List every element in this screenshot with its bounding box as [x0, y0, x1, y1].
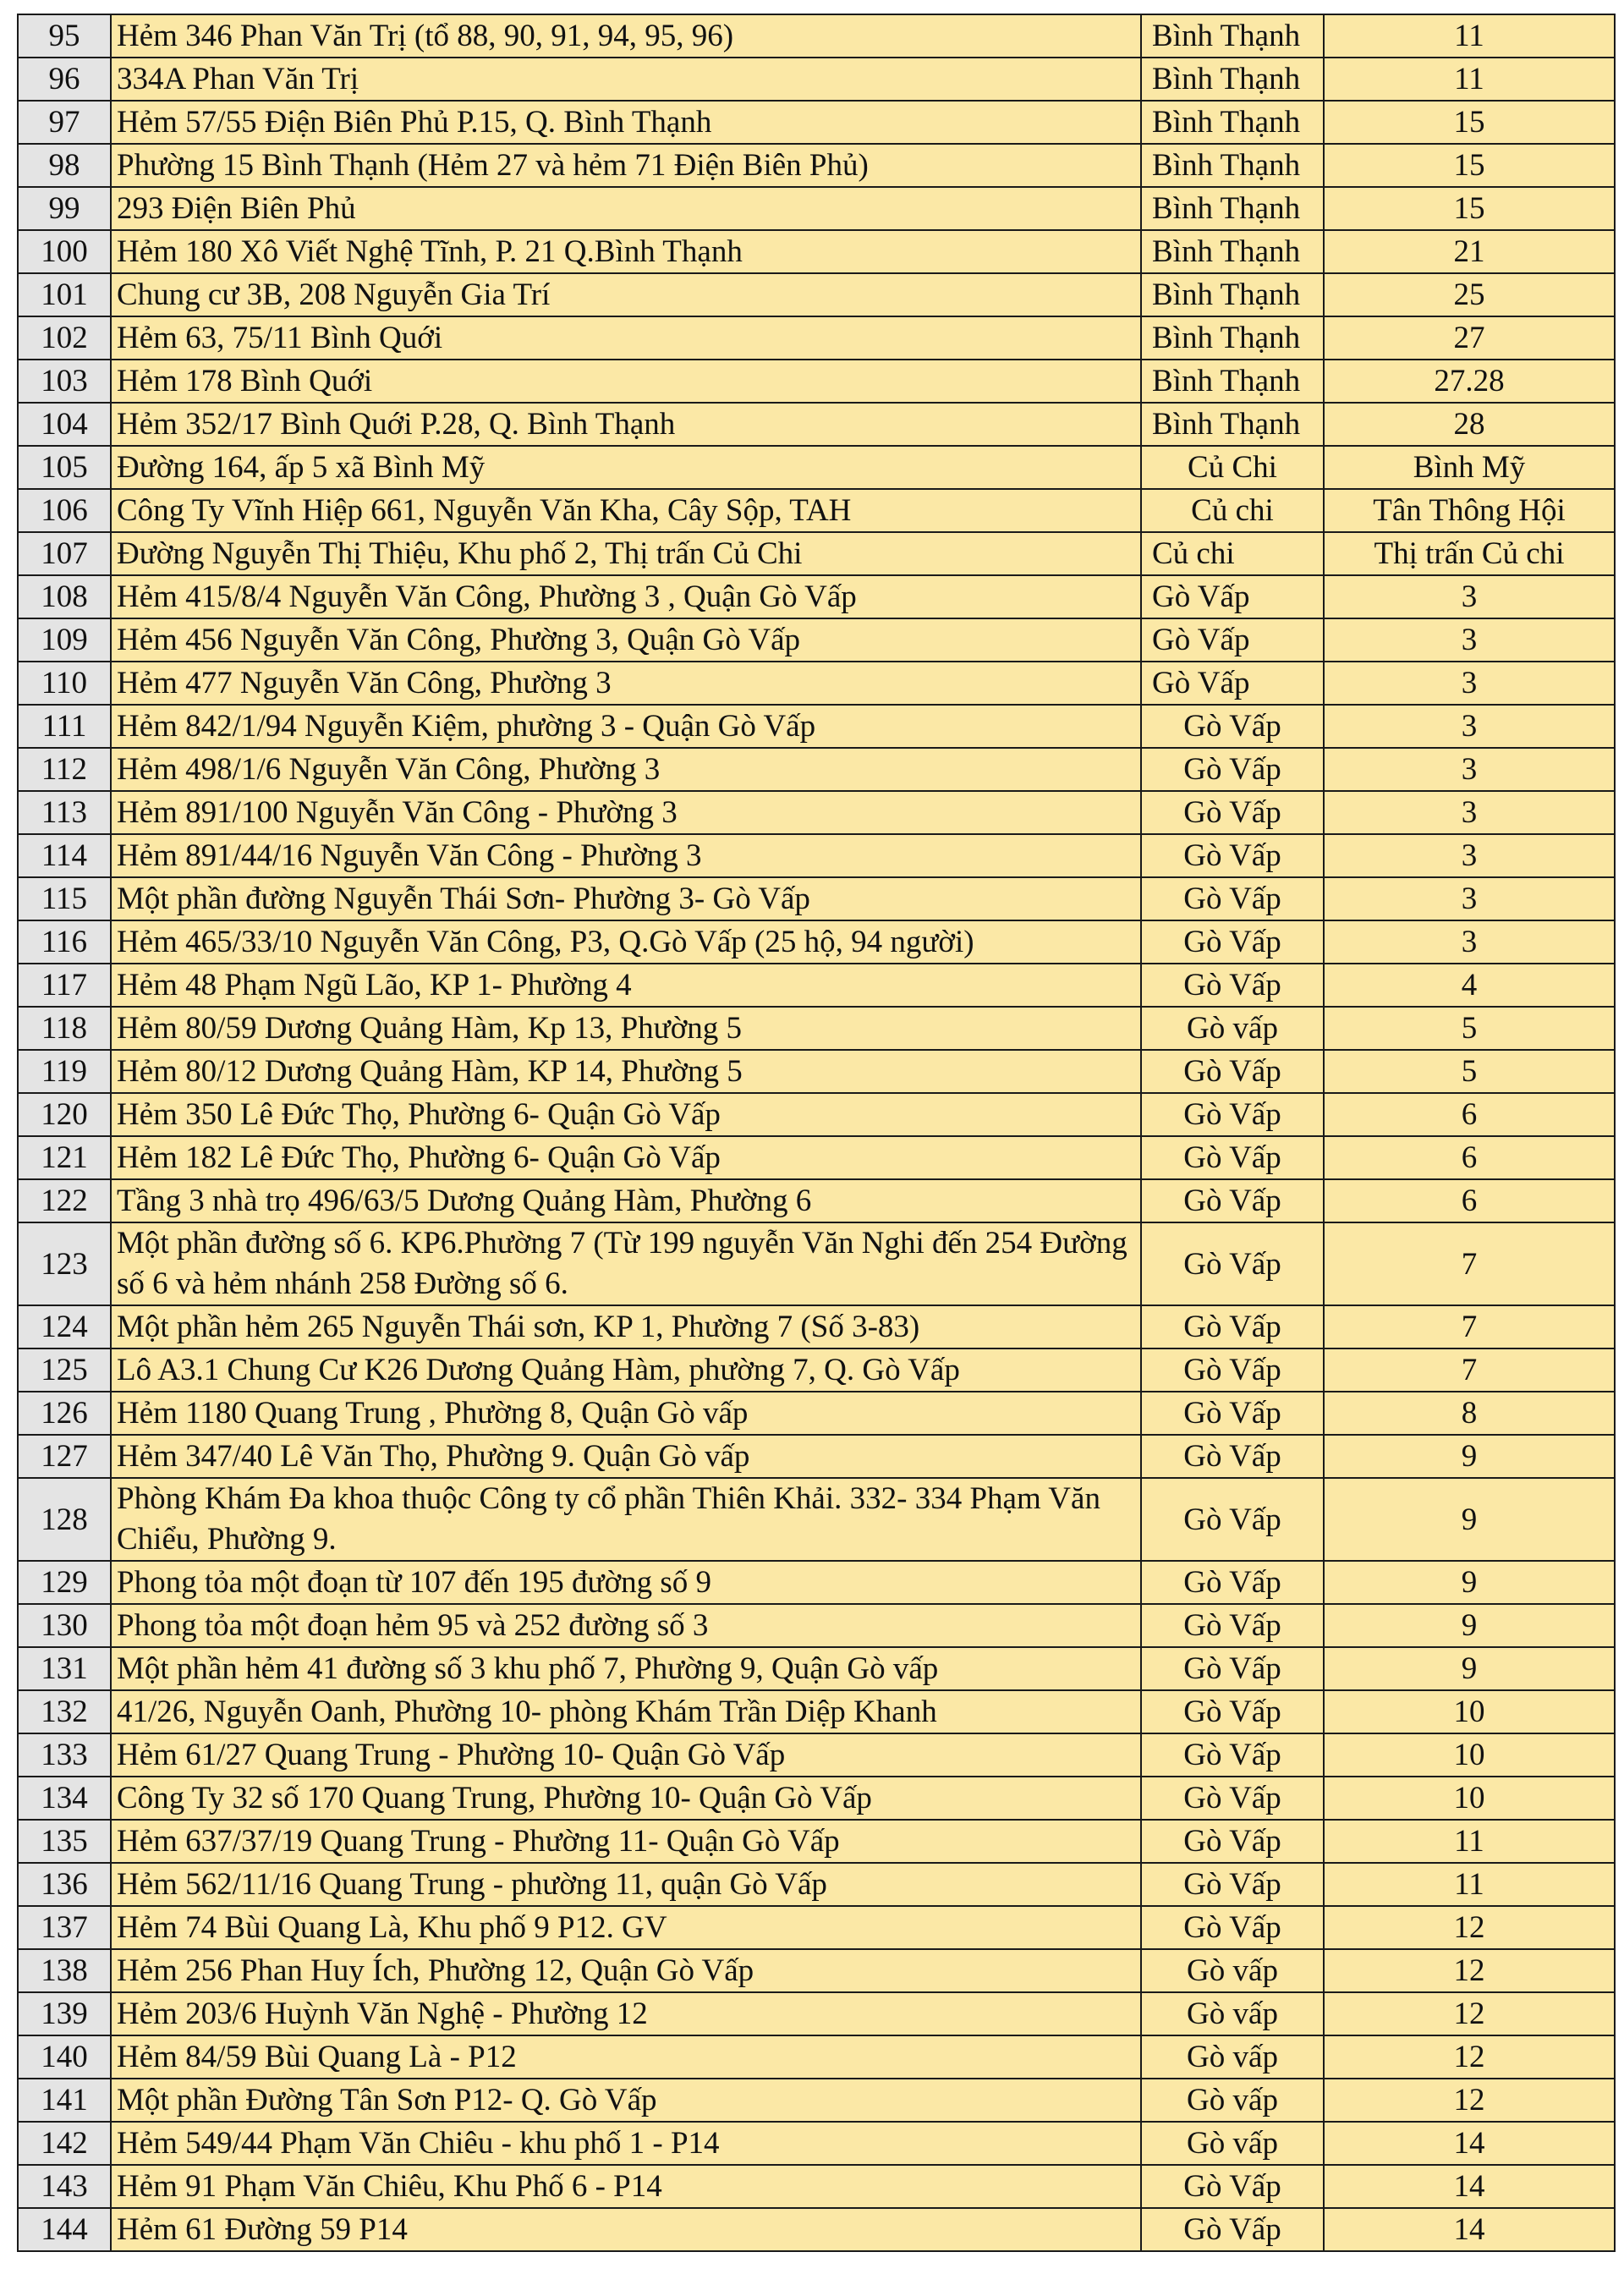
table-row — [18, 14, 1615, 58]
table-row — [18, 1050, 1615, 1093]
row-number: 123 — [18, 1222, 111, 1305]
ward-cell: 12 — [1324, 1992, 1615, 2035]
ward-cell: 3 — [1324, 748, 1615, 791]
row-number: 127 — [18, 1435, 111, 1478]
ward-cell: 21 — [1324, 230, 1615, 273]
table-row — [18, 1478, 1615, 1561]
ward-cell: 12 — [1324, 2079, 1615, 2122]
district-cell: Gò Vấp — [1141, 1647, 1324, 1690]
ward-cell: 6 — [1324, 1093, 1615, 1136]
row-number: 142 — [18, 2122, 111, 2165]
row-number: 140 — [18, 2035, 111, 2079]
address-cell: Chung cư 3B, 208 Nguyễn Gia Trí — [111, 273, 1141, 316]
district-cell: Gò Vấp — [1141, 1348, 1324, 1392]
address-cell: Hẻm 63, 75/11 Bình Quới — [111, 316, 1141, 360]
district-cell: Gò Vấp — [1141, 1222, 1324, 1305]
ward-cell: 12 — [1324, 1949, 1615, 1992]
district-cell: Gò Vấp — [1141, 791, 1324, 834]
district-cell: Gò Vấp — [1141, 964, 1324, 1007]
row-number: 117 — [18, 964, 111, 1007]
row-number: 139 — [18, 1992, 111, 2035]
address-cell: Hẻm 80/59 Dương Quảng Hàm, Kp 13, Phường 5 — [111, 1007, 1141, 1050]
ward-cell: 14 — [1324, 2165, 1615, 2208]
district-cell: Gò Vấp — [1141, 1093, 1324, 1136]
table-row — [18, 230, 1615, 273]
table-row — [18, 705, 1615, 748]
district-cell: Gò Vấp — [1141, 2165, 1324, 2208]
ward-cell: 11 — [1324, 58, 1615, 101]
ward-cell: 9 — [1324, 1478, 1615, 1561]
table-row — [18, 618, 1615, 662]
address-cell: Hẻm 350 Lê Đức Thọ, Phường 6- Quận Gò Vấp — [111, 1093, 1141, 1136]
district-cell: Củ chi — [1141, 532, 1324, 575]
table-row — [18, 1222, 1615, 1305]
district-cell: Gò vấp — [1141, 2079, 1324, 2122]
ward-cell: 15 — [1324, 187, 1615, 230]
address-cell: Hẻm 48 Phạm Ngũ Lão, KP 1- Phường 4 — [111, 964, 1141, 1007]
table-row — [18, 877, 1615, 920]
row-number: 114 — [18, 834, 111, 877]
row-number: 128 — [18, 1478, 111, 1561]
address-cell: Một phần hẻm 41 đường số 3 khu phố 7, Phường 9, Quận Gò vấp — [111, 1647, 1141, 1690]
table-row — [18, 316, 1615, 360]
row-number: 119 — [18, 1050, 111, 1093]
district-cell: Gò Vấp — [1141, 1777, 1324, 1820]
address-cell: Hẻm 637/37/19 Quang Trung - Phường 11- Quận Gò Vấp — [111, 1820, 1141, 1863]
row-number: 96 — [18, 58, 111, 101]
row-number: 105 — [18, 446, 111, 489]
table-row — [18, 748, 1615, 791]
ward-cell: Bình Mỹ — [1324, 446, 1615, 489]
row-number: 102 — [18, 316, 111, 360]
row-number: 108 — [18, 575, 111, 618]
row-number: 133 — [18, 1733, 111, 1777]
table-row — [18, 2035, 1615, 2079]
row-number: 97 — [18, 101, 111, 144]
ward-cell: 11 — [1324, 14, 1615, 58]
address-cell: Hẻm 347/40 Lê Văn Thọ, Phường 9. Quận Gò vấp — [111, 1435, 1141, 1478]
table-row — [18, 1604, 1615, 1647]
ward-cell: 12 — [1324, 2035, 1615, 2079]
address-cell: Hẻm 91 Phạm Văn Chiêu, Khu Phố 6 - P14 — [111, 2165, 1141, 2208]
district-cell: Gò Vấp — [1141, 618, 1324, 662]
table-row — [18, 101, 1615, 144]
row-number: 98 — [18, 144, 111, 187]
table-row — [18, 1348, 1615, 1392]
district-cell: Bình Thạnh — [1141, 316, 1324, 360]
table-row — [18, 575, 1615, 618]
district-cell: Gò Vấp — [1141, 662, 1324, 705]
ward-cell: 3 — [1324, 575, 1615, 618]
district-cell: Bình Thạnh — [1141, 101, 1324, 144]
table-row — [18, 1392, 1615, 1435]
ward-cell: 3 — [1324, 791, 1615, 834]
ward-cell: 3 — [1324, 877, 1615, 920]
ward-cell: Tân Thông Hội — [1324, 489, 1615, 532]
district-cell: Gò Vấp — [1141, 748, 1324, 791]
row-number: 109 — [18, 618, 111, 662]
row-number: 110 — [18, 662, 111, 705]
district-cell: Gò Vấp — [1141, 1392, 1324, 1435]
district-cell: Gò Vấp — [1141, 877, 1324, 920]
address-cell: Công Ty Vĩnh Hiệp 661, Nguyễn Văn Kha, Cây Sộp, TAH — [111, 489, 1141, 532]
row-number: 138 — [18, 1949, 111, 1992]
district-cell: Gò Vấp — [1141, 1820, 1324, 1863]
row-number: 129 — [18, 1561, 111, 1604]
address-cell: Hẻm 178 Bình Quới — [111, 360, 1141, 403]
ward-cell: 15 — [1324, 144, 1615, 187]
row-number: 120 — [18, 1093, 111, 1136]
address-cell: Tầng 3 nhà trọ 496/63/5 Dương Quảng Hàm, Phường 6 — [111, 1179, 1141, 1222]
ward-cell: 27 — [1324, 316, 1615, 360]
district-cell: Gò vấp — [1141, 1007, 1324, 1050]
row-number: 107 — [18, 532, 111, 575]
district-cell: Gò Vấp — [1141, 1733, 1324, 1777]
ward-cell: 8 — [1324, 1392, 1615, 1435]
address-cell: Hẻm 352/17 Bình Quới P.28, Q. Bình Thạnh — [111, 403, 1141, 446]
row-number: 130 — [18, 1604, 111, 1647]
ward-cell: 9 — [1324, 1604, 1615, 1647]
table-row — [18, 2079, 1615, 2122]
district-cell: Bình Thạnh — [1141, 230, 1324, 273]
row-number: 106 — [18, 489, 111, 532]
ward-cell: 5 — [1324, 1007, 1615, 1050]
row-number: 132 — [18, 1690, 111, 1733]
ward-cell: 5 — [1324, 1050, 1615, 1093]
district-cell: Gò Vấp — [1141, 1305, 1324, 1348]
ward-cell: 9 — [1324, 1561, 1615, 1604]
address-cell: Hẻm 61/27 Quang Trung - Phường 10- Quận Gò Vấp — [111, 1733, 1141, 1777]
table-row — [18, 1435, 1615, 1478]
table-row — [18, 2122, 1615, 2165]
district-cell: Củ chi — [1141, 489, 1324, 532]
district-cell: Gò Vấp — [1141, 1863, 1324, 1906]
table-row — [18, 1136, 1615, 1179]
district-cell: Gò Vấp — [1141, 1179, 1324, 1222]
row-number: 111 — [18, 705, 111, 748]
address-cell: Hẻm 456 Nguyễn Văn Công, Phường 3, Quận Gò Vấp — [111, 618, 1141, 662]
district-cell: Gò vấp — [1141, 1992, 1324, 2035]
address-cell: Một phần hẻm 265 Nguyễn Thái sơn, KP 1, Phường 7 (Số 3-83) — [111, 1305, 1141, 1348]
address-cell: Phong tỏa một đoạn từ 107 đến 195 đường số 9 — [111, 1561, 1141, 1604]
row-number: 100 — [18, 230, 111, 273]
table-row — [18, 1647, 1615, 1690]
address-cell: Công Ty 32 số 170 Quang Trung, Phường 10- Quận Gò Vấp — [111, 1777, 1141, 1820]
table-row — [18, 144, 1615, 187]
district-cell: Bình Thạnh — [1141, 14, 1324, 58]
address-cell: Một phần Đường Tân Sơn P12- Q. Gò Vấp — [111, 2079, 1141, 2122]
address-cell: Hẻm 842/1/94 Nguyễn Kiệm, phường 3 - Quận Gò Vấp — [111, 705, 1141, 748]
district-cell: Bình Thạnh — [1141, 360, 1324, 403]
address-cell: Phòng Khám Đa khoa thuộc Công ty cổ phần Thiên Khải. 332- 334 Phạm Văn Chiểu, Phường 9. — [111, 1478, 1141, 1561]
address-cell: Hẻm 415/8/4 Nguyễn Văn Công, Phường 3 , Quận Gò Vấp — [111, 575, 1141, 618]
row-number: 104 — [18, 403, 111, 446]
district-cell: Bình Thạnh — [1141, 58, 1324, 101]
address-cell: Hẻm 84/59 Bùi Quang Là - P12 — [111, 2035, 1141, 2079]
address-cell: Hẻm 1180 Quang Trung , Phường 8, Quận Gò vấp — [111, 1392, 1141, 1435]
row-number: 135 — [18, 1820, 111, 1863]
row-number: 118 — [18, 1007, 111, 1050]
district-cell: Gò Vấp — [1141, 575, 1324, 618]
row-number: 113 — [18, 791, 111, 834]
ward-cell: 3 — [1324, 705, 1615, 748]
table-row — [18, 1561, 1615, 1604]
ward-cell: 10 — [1324, 1733, 1615, 1777]
row-number: 137 — [18, 1906, 111, 1949]
table-row — [18, 1179, 1615, 1222]
address-cell: Một phần đường số 6. KP6.Phường 7 (Từ 199 nguyễn Văn Nghi đến 254 Đường số 6 và hẻm nhánh 258 Đường số 6. — [111, 1222, 1141, 1305]
address-cell: Hẻm 549/44 Phạm Văn Chiêu - khu phố 1 - P14 — [111, 2122, 1141, 2165]
address-cell: Hẻm 891/44/16 Nguyễn Văn Công - Phường 3 — [111, 834, 1141, 877]
row-number: 116 — [18, 920, 111, 964]
ward-cell: 3 — [1324, 618, 1615, 662]
table-row — [18, 532, 1615, 575]
address-cell: 334A Phan Văn Trị — [111, 58, 1141, 101]
ward-cell: 15 — [1324, 101, 1615, 144]
address-cell: Phường 15 Bình Thạnh (Hẻm 27 và hẻm 71 Điện Biên Phủ) — [111, 144, 1141, 187]
table-row — [18, 273, 1615, 316]
district-cell: Gò vấp — [1141, 1949, 1324, 1992]
table-row — [18, 1820, 1615, 1863]
row-number: 143 — [18, 2165, 111, 2208]
ward-cell: 6 — [1324, 1179, 1615, 1222]
ward-cell: 11 — [1324, 1820, 1615, 1863]
address-cell: Đường Nguyễn Thị Thiệu, Khu phố 2, Thị trấn Củ Chi — [111, 532, 1141, 575]
address-cell: Hẻm 61 Đường 59 P14 — [111, 2208, 1141, 2251]
address-cell: Phong tỏa một đoạn hẻm 95 và 252 đường số 3 — [111, 1604, 1141, 1647]
table-row — [18, 403, 1615, 446]
address-cell: Hẻm 465/33/10 Nguyễn Văn Công, P3, Q.Gò Vấp (25 hộ, 94 người) — [111, 920, 1141, 964]
table-row — [18, 1949, 1615, 1992]
address-cell: Hẻm 180 Xô Viết Nghệ Tĩnh, P. 21 Q.Bình Thạnh — [111, 230, 1141, 273]
address-cell: Hẻm 498/1/6 Nguyễn Văn Công, Phường 3 — [111, 748, 1141, 791]
address-cell: Hẻm 346 Phan Văn Trị (tổ 88, 90, 91, 94, 95, 96) — [111, 14, 1141, 58]
table-row — [18, 1733, 1615, 1777]
ward-cell: 28 — [1324, 403, 1615, 446]
table-row — [18, 1992, 1615, 2035]
table-row — [18, 187, 1615, 230]
row-number: 124 — [18, 1305, 111, 1348]
address-cell: Hẻm 891/100 Nguyễn Văn Công - Phường 3 — [111, 791, 1141, 834]
address-cell: Một phần đường Nguyễn Thái Sơn- Phường 3- Gò Vấp — [111, 877, 1141, 920]
ward-cell: Thị trấn Củ chi — [1324, 532, 1615, 575]
address-cell: Hẻm 74 Bùi Quang Là, Khu phố 9 P12. GV — [111, 1906, 1141, 1949]
district-cell: Bình Thạnh — [1141, 187, 1324, 230]
ward-cell: 7 — [1324, 1222, 1615, 1305]
district-cell: Gò vấp — [1141, 2122, 1324, 2165]
district-cell: Gò Vấp — [1141, 1906, 1324, 1949]
row-number: 144 — [18, 2208, 111, 2251]
district-cell: Bình Thạnh — [1141, 273, 1324, 316]
table-row — [18, 662, 1615, 705]
table-body — [18, 14, 1615, 2251]
ward-cell: 3 — [1324, 662, 1615, 705]
row-number: 122 — [18, 1179, 111, 1222]
address-cell: Hẻm 203/6 Huỳnh Văn Nghệ - Phường 12 — [111, 1992, 1141, 2035]
ward-cell: 10 — [1324, 1777, 1615, 1820]
address-cell: 41/26, Nguyễn Oanh, Phường 10- phòng Khám Trần Diệp Khanh — [111, 1690, 1141, 1733]
table-row — [18, 1305, 1615, 1348]
table-row — [18, 446, 1615, 489]
table-row — [18, 791, 1615, 834]
district-cell: Bình Thạnh — [1141, 403, 1324, 446]
district-cell: Gò Vấp — [1141, 1478, 1324, 1561]
address-cell: Hẻm 256 Phan Huy Ích, Phường 12, Quận Gò Vấp — [111, 1949, 1141, 1992]
row-number: 136 — [18, 1863, 111, 1906]
district-cell: Gò Vấp — [1141, 1050, 1324, 1093]
address-cell: Hẻm 182 Lê Đức Thọ, Phường 6- Quận Gò Vấp — [111, 1136, 1141, 1179]
ward-cell: 3 — [1324, 920, 1615, 964]
table-row — [18, 1093, 1615, 1136]
table-row — [18, 1007, 1615, 1050]
address-cell: 293 Điện Biên Phủ — [111, 187, 1141, 230]
row-number: 134 — [18, 1777, 111, 1820]
row-number: 103 — [18, 360, 111, 403]
table-row — [18, 1777, 1615, 1820]
table-row — [18, 964, 1615, 1007]
address-cell: Đường 164, ấp 5 xã Bình Mỹ — [111, 446, 1141, 489]
district-cell: Gò Vấp — [1141, 920, 1324, 964]
district-cell: Gò Vấp — [1141, 705, 1324, 748]
ward-cell: 7 — [1324, 1348, 1615, 1392]
row-number: 126 — [18, 1392, 111, 1435]
district-cell: Bình Thạnh — [1141, 144, 1324, 187]
row-number: 131 — [18, 1647, 111, 1690]
ward-cell: 6 — [1324, 1136, 1615, 1179]
ward-cell: 11 — [1324, 1863, 1615, 1906]
row-number: 95 — [18, 14, 111, 58]
table-row — [18, 489, 1615, 532]
address-cell: Hẻm 80/12 Dương Quảng Hàm, KP 14, Phường 5 — [111, 1050, 1141, 1093]
district-cell: Gò Vấp — [1141, 2208, 1324, 2251]
address-cell: Lô A3.1 Chung Cư K26 Dương Quảng Hàm, phường 7, Q. Gò Vấp — [111, 1348, 1141, 1392]
table-row — [18, 920, 1615, 964]
ward-cell: 27.28 — [1324, 360, 1615, 403]
row-number: 115 — [18, 877, 111, 920]
district-cell: Gò Vấp — [1141, 1561, 1324, 1604]
table-row — [18, 1690, 1615, 1733]
row-number: 125 — [18, 1348, 111, 1392]
row-number: 99 — [18, 187, 111, 230]
district-cell: Gò vấp — [1141, 2035, 1324, 2079]
ward-cell: 14 — [1324, 2122, 1615, 2165]
district-cell: Gò Vấp — [1141, 834, 1324, 877]
ward-cell: 9 — [1324, 1435, 1615, 1478]
district-cell: Gò Vấp — [1141, 1435, 1324, 1478]
row-number: 121 — [18, 1136, 111, 1179]
ward-cell: 3 — [1324, 834, 1615, 877]
ward-cell: 9 — [1324, 1647, 1615, 1690]
table-row — [18, 2208, 1615, 2251]
row-number: 141 — [18, 2079, 111, 2122]
ward-cell: 4 — [1324, 964, 1615, 1007]
row-number: 112 — [18, 748, 111, 791]
district-cell: Gò Vấp — [1141, 1604, 1324, 1647]
table-row — [18, 834, 1615, 877]
district-cell: Củ Chi — [1141, 446, 1324, 489]
ward-cell: 14 — [1324, 2208, 1615, 2251]
lockdown-locations-table — [17, 14, 1616, 2252]
table-row — [18, 2165, 1615, 2208]
ward-cell: 25 — [1324, 273, 1615, 316]
address-cell: Hẻm 57/55 Điện Biên Phủ P.15, Q. Bình Thạnh — [111, 101, 1141, 144]
table-row — [18, 1863, 1615, 1906]
ward-cell: 7 — [1324, 1305, 1615, 1348]
ward-cell: 12 — [1324, 1906, 1615, 1949]
address-cell: Hẻm 477 Nguyễn Văn Công, Phường 3 — [111, 662, 1141, 705]
district-cell: Gò Vấp — [1141, 1690, 1324, 1733]
address-cell: Hẻm 562/11/16 Quang Trung - phường 11, quận Gò Vấp — [111, 1863, 1141, 1906]
table-row — [18, 360, 1615, 403]
table-row — [18, 58, 1615, 101]
table-row — [18, 1906, 1615, 1949]
row-number: 101 — [18, 273, 111, 316]
ward-cell: 10 — [1324, 1690, 1615, 1733]
district-cell: Gò Vấp — [1141, 1136, 1324, 1179]
